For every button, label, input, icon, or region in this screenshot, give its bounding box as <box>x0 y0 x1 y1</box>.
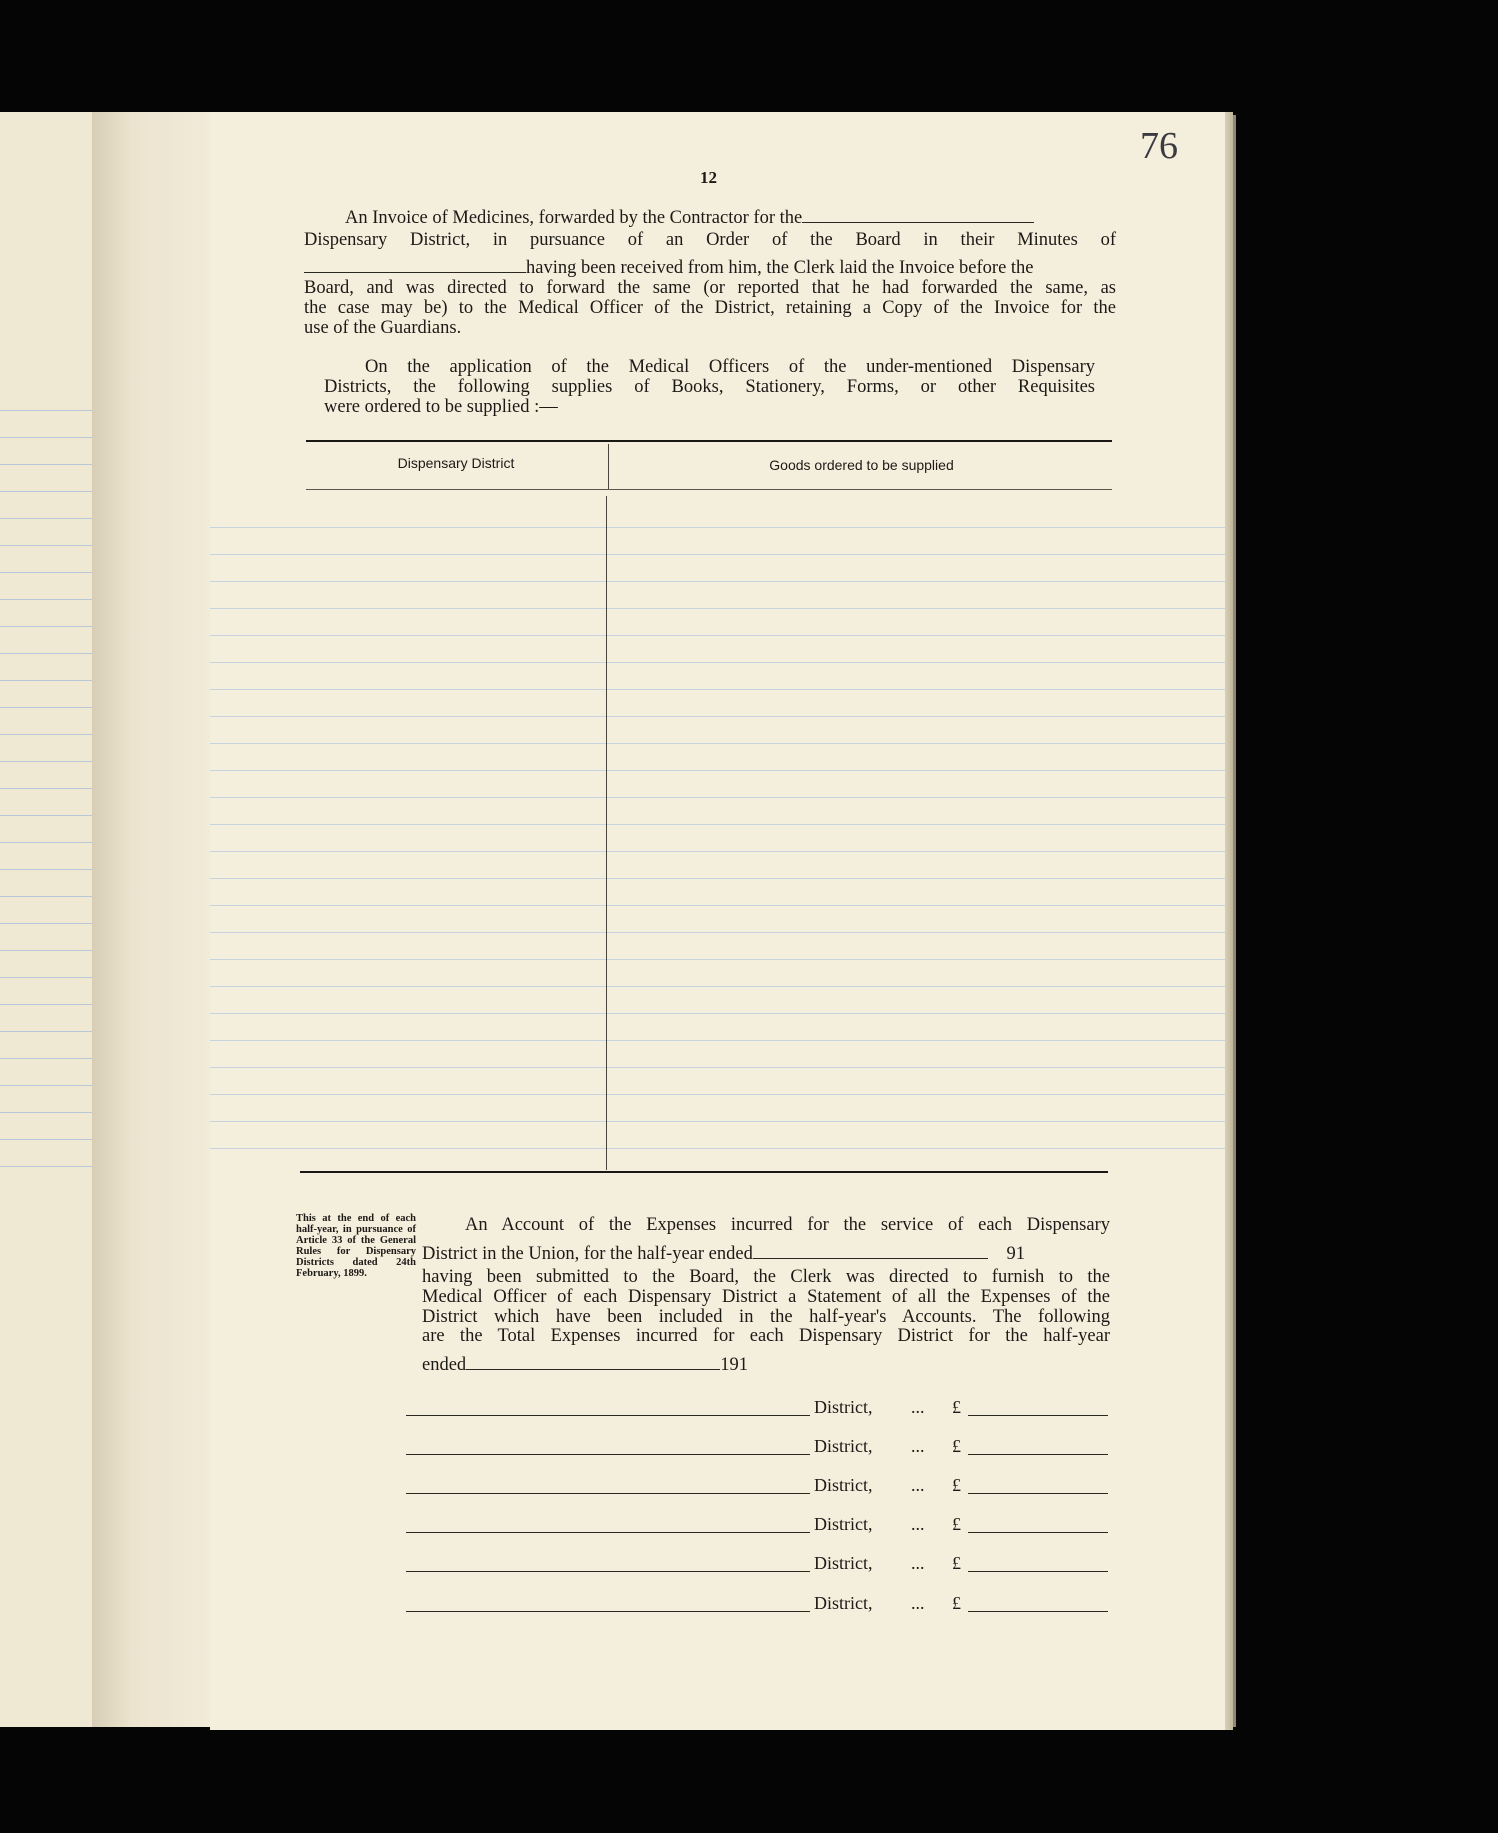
district-name-blank <box>406 1415 810 1416</box>
header-column-divider <box>608 444 609 489</box>
left-page-ruled-line <box>0 788 92 789</box>
leader-dots: ... <box>911 1593 925 1613</box>
district-name-blank <box>406 1611 810 1612</box>
left-page-ruled-line <box>0 707 92 708</box>
col-header-district: Dispensary District <box>397 455 515 471</box>
pound-sign: £ <box>952 1553 961 1573</box>
left-page-ruled-line <box>0 734 92 735</box>
invoice-line-1: An Invoice of Medicines, forwarded by the Contractor for the <box>345 208 1115 228</box>
ruled-line <box>210 1148 1225 1149</box>
invoice-line-3: having been received from him, the Clerk laid the Invoice before the <box>304 258 1116 278</box>
left-page-ruled-line <box>0 1031 92 1032</box>
left-page-ruled-line <box>0 1058 92 1059</box>
left-page-ruled-line <box>0 1004 92 1005</box>
district-row <box>406 1513 1106 1537</box>
page-number: 12 <box>700 168 717 187</box>
ruled-line <box>210 770 1225 771</box>
ruled-line <box>210 1094 1225 1095</box>
account-line-5: District which have been included in the half-year's Accounts. The following <box>422 1307 1110 1327</box>
left-page-ruled-line <box>0 572 92 573</box>
ruled-line <box>210 662 1225 663</box>
table-bottom-rule <box>300 1171 1108 1173</box>
ruled-line <box>210 581 1225 582</box>
district-label: District, <box>814 1397 873 1417</box>
application-line-1: On the application of the Medical Officers of the under-mentioned Dispensary <box>365 357 1095 377</box>
district-row <box>406 1435 1106 1459</box>
invoice-line-6: use of the Guardians. <box>304 318 462 338</box>
district-name-blank <box>406 1532 810 1533</box>
application-line-2: Districts, the following supplies of Books, Stationery, Forms, or other Requisites <box>324 377 1095 397</box>
book-gutter <box>92 112 210 1727</box>
col-header-goods: Goods ordered to be supplied <box>769 457 954 473</box>
left-page-ruled-line <box>0 464 92 465</box>
district-label: District, <box>814 1593 873 1613</box>
pound-sign: £ <box>952 1436 961 1456</box>
left-page-ruled-line <box>0 680 92 681</box>
account-line-7: ended 191 <box>422 1355 748 1375</box>
account-line-6: are the Total Expenses incurred for each Dispensary District for the half-year <box>422 1326 1110 1346</box>
left-page-ruled-line <box>0 815 92 816</box>
left-page-ruled-line <box>0 599 92 600</box>
ruled-line <box>210 608 1225 609</box>
left-page-ruled-line <box>0 410 92 411</box>
district-label: District, <box>814 1436 873 1456</box>
leader-dots: ... <box>911 1436 925 1456</box>
account-line-1: An Account of the Expenses incurred for the service of each Dispensary <box>465 1215 1110 1235</box>
ruled-line <box>210 797 1225 798</box>
district-row <box>406 1396 1106 1420</box>
contractor-blank <box>802 222 1034 223</box>
left-page-ruled-line <box>0 923 92 924</box>
district-name-blank <box>406 1571 810 1572</box>
ruled-line <box>210 932 1225 933</box>
district-row <box>406 1552 1106 1576</box>
ruled-line <box>210 1040 1225 1041</box>
ruled-line <box>210 878 1225 879</box>
invoice-line-2: Dispensary District, in pursuance of an Order of the Board in their Minutes of <box>304 230 1116 250</box>
invoice-line-4: Board, and was directed to forward the same (or reported that he had forwarded the same, as <box>304 278 1116 298</box>
ruled-line <box>210 905 1225 906</box>
left-page-ruled-line <box>0 977 92 978</box>
invoice-line-5: the case may be) to the Medical Officer of the District, retaining a Copy of the Invoice for the <box>304 298 1116 318</box>
pound-sign: £ <box>952 1514 961 1534</box>
left-page-ruled-line <box>0 653 92 654</box>
leader-dots: ... <box>911 1397 925 1417</box>
left-page-ruled-line <box>0 842 92 843</box>
ruled-line <box>210 1067 1225 1068</box>
ruled-line <box>210 1121 1225 1122</box>
account-line-3: having been submitted to the Board, the Clerk was directed to furnish to the <box>422 1267 1110 1287</box>
ruled-line <box>210 959 1225 960</box>
left-page-ruled-line <box>0 1112 92 1113</box>
amount-blank <box>968 1571 1108 1572</box>
amount-blank <box>968 1454 1108 1455</box>
leader-dots: ... <box>911 1514 925 1534</box>
left-page <box>0 112 95 1727</box>
half-year-ended-blank-2 <box>466 1369 720 1370</box>
left-page-ruled-line <box>0 491 92 492</box>
left-page-ruled-line <box>0 869 92 870</box>
margin-note: This at the end of each half-year, in pursuance of Article 33 of the General Rules for Dispensary Districts dated 24th February, 1899. <box>296 1213 416 1279</box>
district-name-blank <box>406 1493 810 1494</box>
amount-blank <box>968 1611 1108 1612</box>
ruled-line <box>210 851 1225 852</box>
table-column-divider <box>606 496 607 1170</box>
district-label: District, <box>814 1514 873 1534</box>
pound-sign: £ <box>952 1593 961 1613</box>
left-page-ruled-line <box>0 437 92 438</box>
left-page-ruled-line <box>0 761 92 762</box>
left-page-ruled-line <box>0 518 92 519</box>
ruled-line <box>210 716 1225 717</box>
ruled-line <box>210 986 1225 987</box>
district-name-blank <box>406 1454 810 1455</box>
ruled-line <box>210 527 1225 528</box>
table-top-rule <box>306 440 1112 442</box>
left-page-ruled-line <box>0 950 92 951</box>
ruled-line <box>210 689 1225 690</box>
page-edge-shadow <box>1233 115 1236 1727</box>
left-page-ruled-line <box>0 626 92 627</box>
minutes-date-blank <box>304 272 526 273</box>
ruled-line <box>210 635 1225 636</box>
ruled-line <box>210 1013 1225 1014</box>
ruled-line <box>210 554 1225 555</box>
ruled-line <box>210 824 1225 825</box>
pound-sign: £ <box>952 1475 961 1495</box>
leader-dots: ... <box>911 1475 925 1495</box>
account-line-2: District in the Union, for the half-year ended 91 <box>422 1244 1025 1264</box>
account-line-4: Medical Officer of each Dispensary District a Statement of all the Expenses of the <box>422 1287 1110 1307</box>
amount-blank <box>968 1493 1108 1494</box>
half-year-ended-blank <box>753 1258 988 1259</box>
pound-sign: £ <box>952 1397 961 1417</box>
application-line-3: were ordered to be supplied :— <box>324 397 558 417</box>
folio-number: 76 <box>1140 125 1178 167</box>
district-row <box>406 1592 1106 1616</box>
district-row <box>406 1474 1106 1498</box>
leader-dots: ... <box>911 1553 925 1573</box>
amount-blank <box>968 1532 1108 1533</box>
amount-blank <box>968 1415 1108 1416</box>
left-page-ruled-line <box>0 896 92 897</box>
ruled-line <box>210 743 1225 744</box>
district-label: District, <box>814 1475 873 1495</box>
table-header-rule <box>306 489 1112 490</box>
left-page-ruled-line <box>0 1085 92 1086</box>
district-label: District, <box>814 1553 873 1573</box>
left-page-ruled-line <box>0 545 92 546</box>
left-page-ruled-line <box>0 1139 92 1140</box>
page-edge <box>1225 112 1233 1730</box>
left-page-ruled-line <box>0 1166 92 1167</box>
